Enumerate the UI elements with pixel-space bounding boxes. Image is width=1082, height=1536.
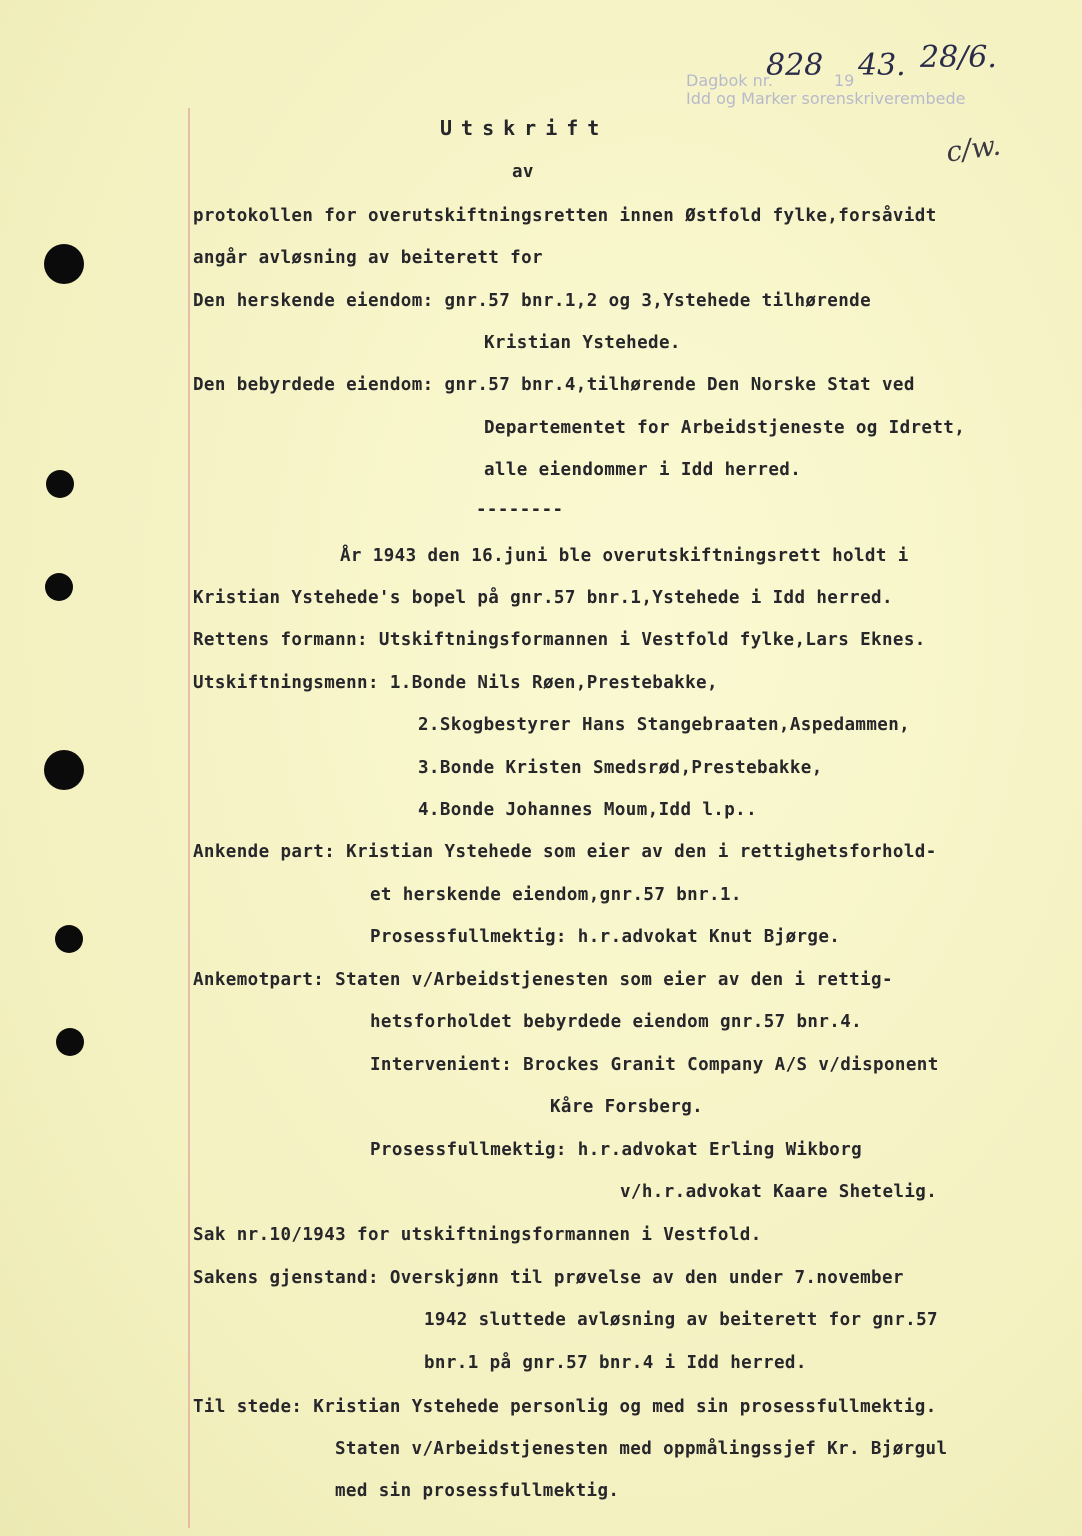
stamp-office: Idd og Marker sorenskriverembede: [686, 89, 966, 108]
stamp-year-prefix: 19: [834, 71, 855, 90]
text-line: Utskiftningsmenn: 1.Bonde Nils Røen,Prestebakke,: [193, 673, 718, 693]
text-line: 4.Bonde Johannes Moum,Idd l.p..: [418, 800, 758, 820]
punch-hole: [55, 925, 83, 953]
text-line: Prosessfullmektig: h.r.advokat Erling Wikborg: [370, 1140, 863, 1160]
text-line: Ankemotpart: Staten v/Arbeidstjenesten som eier av den i rettig-: [193, 970, 893, 990]
handwritten-initials: c/w.: [943, 128, 1003, 169]
text-line: Rettens formann: Utskiftningsformannen i Vestfold fylke,Lars Eknes.: [193, 630, 926, 650]
stamp-number: 828: [766, 48, 824, 83]
text-line: Den herskende eiendom: gnr.57 bnr.1,2 og 3,Ystehede tilhørende: [193, 291, 872, 311]
text-line: protokollen for overutskiftningsretten innen Østfold fylke,forsåvidt: [193, 206, 937, 226]
stamp-date: 28/6.: [920, 40, 997, 75]
text-line: bnr.1 på gnr.57 bnr.4 i Idd herred.: [424, 1353, 807, 1373]
stamp-year: 43.: [858, 48, 906, 83]
document-title: Utskrift: [440, 116, 609, 140]
text-line: Prosessfullmektig: h.r.advokat Knut Bjørge.: [370, 927, 841, 947]
margin-rule: [188, 108, 190, 1528]
text-line: Kristian Ystehede.: [484, 333, 681, 353]
text-line: Staten v/Arbeidstjenesten med oppmålingssjef Kr. Bjørgul: [335, 1439, 948, 1459]
text-line: hetsforholdet bebyrdede eiendom gnr.57 bnr.4.: [370, 1012, 863, 1032]
punch-hole: [56, 1028, 84, 1056]
text-line: et herskende eiendom,gnr.57 bnr.1.: [370, 885, 742, 905]
text-line: Kristian Ystehede's bopel på gnr.57 bnr.1,Ystehede i Idd herred.: [193, 588, 893, 608]
text-line: v/h.r.advokat Kaare Shetelig.: [620, 1182, 938, 1202]
document-subtitle: av: [512, 162, 534, 182]
text-line: 3.Bonde Kristen Smedsrød,Prestebakke,: [418, 758, 823, 778]
punch-hole: [45, 573, 73, 601]
text-line: Kåre Forsberg.: [550, 1097, 704, 1117]
text-line: angår avløsning av beiterett for: [193, 248, 543, 268]
text-line: Til stede: Kristian Ystehede personlig og med sin prosessfullmektig.: [193, 1397, 937, 1417]
text-line: År 1943 den 16.juni ble overutskiftningsrett holdt i: [340, 546, 909, 566]
punch-hole: [44, 750, 84, 790]
text-line: Den bebyrdede eiendom: gnr.57 bnr.4,tilhørende Den Norske Stat ved: [193, 375, 915, 395]
text-line: med sin prosessfullmektig.: [335, 1481, 620, 1501]
punch-hole: [44, 244, 84, 284]
text-line: Ankende part: Kristian Ystehede som eier av den i rettighetsforhold-: [193, 842, 937, 862]
text-line: Departementet for Arbeidstjeneste og Idrett,: [484, 418, 966, 438]
text-line: 1942 sluttede avløsning av beiterett for gnr.57: [424, 1310, 938, 1330]
text-line: alle eiendommer i Idd herred.: [484, 460, 802, 480]
text-line: 2.Skogbestyrer Hans Stangebraaten,Aspedammen,: [418, 715, 911, 735]
text-line: Sak nr.10/1943 for utskiftningsformannen i Vestfold.: [193, 1225, 762, 1245]
text-line: Sakens gjenstand: Overskjønn til prøvelse av den under 7.november: [193, 1268, 904, 1288]
stamp-prefix: Dagbok nr.: [686, 71, 773, 90]
text-line: Intervenient: Brockes Granit Company A/S v/disponent: [370, 1055, 939, 1075]
punch-hole: [46, 470, 74, 498]
separator-dashes: --------: [476, 500, 564, 520]
